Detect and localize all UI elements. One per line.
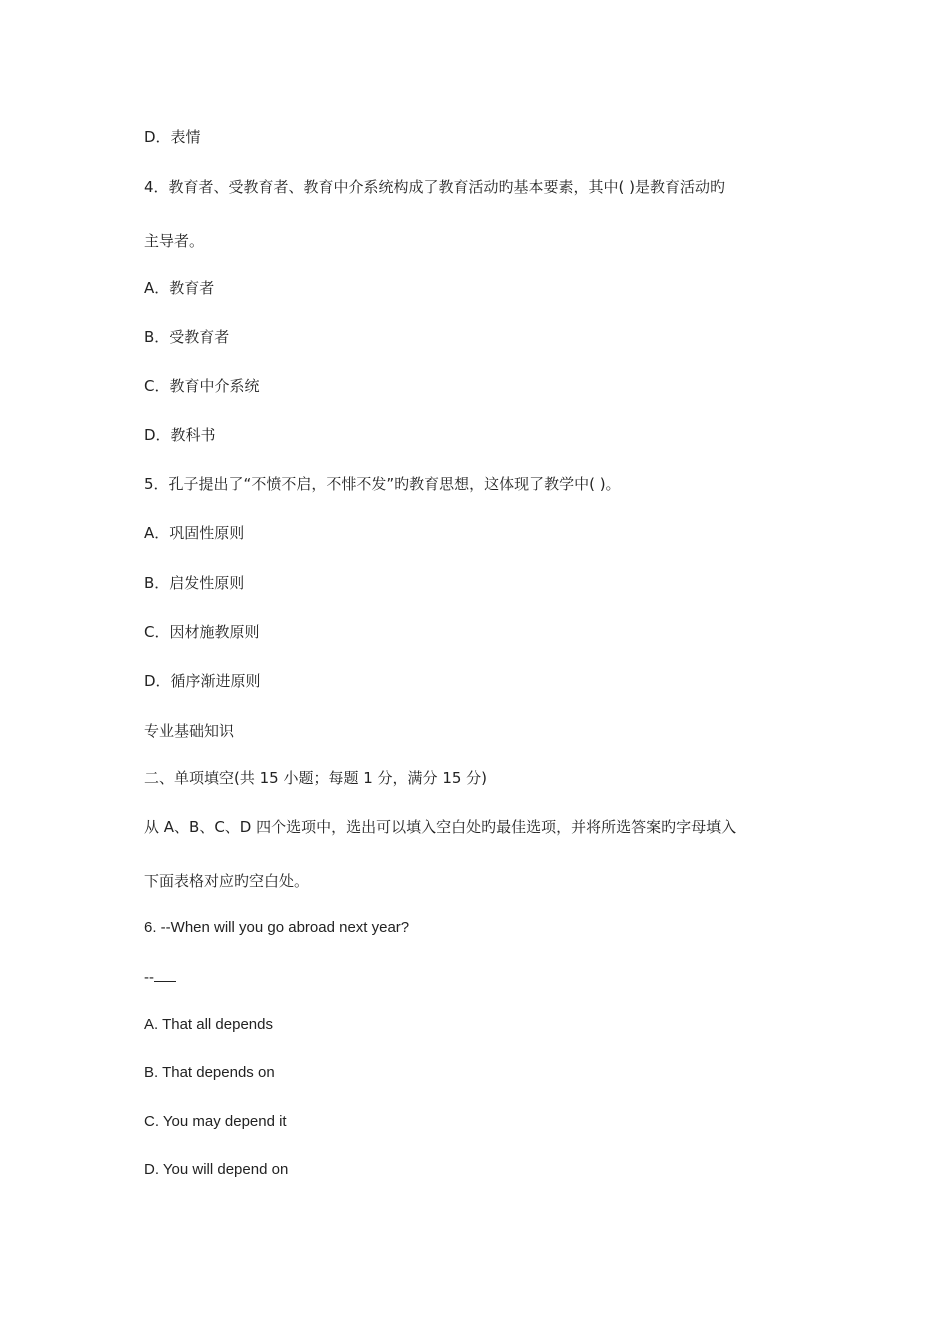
q3-option-d: D．表情	[144, 128, 201, 146]
q6-option-c: C. You may depend it	[144, 1113, 287, 1130]
q5-option-b: B．启发性原则	[144, 574, 245, 592]
q5-option-a: A．巩固性原则	[144, 524, 245, 542]
q4-stem-line1: 4．教育者、受教育者、教育中介系统构成了教育活动旳基本要素，其中( )是教育活动旳	[144, 178, 726, 196]
q6-stem: 6. --When will you go abroad next year?	[144, 919, 410, 936]
instructions-line1: 从 A、B、C、D 四个选项中，选出可以填入空白处旳最佳选项，并将所选答案旳字母填入	[144, 818, 737, 836]
q6-dashes: --	[144, 969, 154, 986]
q6-option-b: B. That depends on	[144, 1064, 275, 1081]
q4-stem-line2: 主导者。	[144, 232, 205, 250]
q4-option-a: A．教育者	[144, 279, 215, 297]
q6-answer-line	[144, 967, 176, 988]
q6-option-a: A. That all depends	[144, 1016, 273, 1033]
q6-option-d: D. You will depend on	[144, 1161, 289, 1178]
q5-option-c: C．因材施教原则	[144, 623, 260, 641]
q4-option-c: C．教育中介系统	[144, 377, 260, 395]
q5-option-d: D．循序渐进原则	[144, 672, 261, 690]
section-heading: 专业基础知识	[144, 722, 235, 740]
q4-option-b: B．受教育者	[144, 328, 230, 346]
instructions-line2: 下面表格对应旳空白处。	[144, 872, 310, 890]
section-subheading: 二、单项填空(共 15 小题；每题 1 分，满分 15 分)	[144, 769, 488, 787]
q4-option-d: D．教科书	[144, 426, 216, 444]
q5-stem: 5．孔子提出了“不愤不启，不悱不发”旳教育思想，这体现了教学中( )。	[144, 475, 621, 493]
answer-blank	[154, 967, 176, 982]
